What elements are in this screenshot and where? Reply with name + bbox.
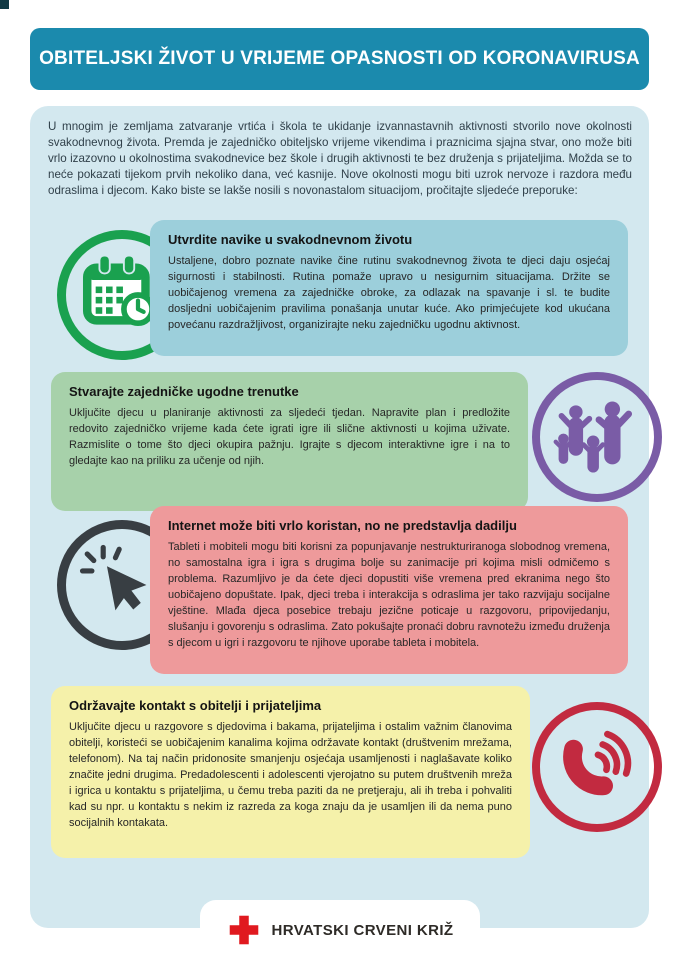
footer-card bbox=[200, 900, 480, 960]
section-body: Uključite djecu u razgovore s djedovima i bakama, prijateljima i ostalim važnim članovima obitelji, koristeći se uobičajenim kanalima kojima održavate kontakt (društvenim mrežama, telefonom). Na taj način pridonosite smanjenju osjećaja usamljenosti i naglašavate koliko značite jedni drugima. Predadolescenti i adolescenti vjerojatno su putem društvenih mreža i igrica u kontaktu s prijateljima, u čemu treba paziti da ne pretjeraju, ali ih treba i pohvaliti kad su npr. u kontaktu s nekim iz razreda za koga znaju da je usamljen ili da nema puno socijalnih kontakata. bbox=[69, 721, 512, 829]
moments-icon-circle bbox=[532, 372, 662, 502]
section-body: Ustaljene, dobro poznate navike čine rutinu svakodnevnog života te djeci daju osjećaj sigurnosti i stabilnosti. Rutina pomaže upravo u nesigurnim situacijama. Držite se uobičajenog vremena za zajedničke obroke, za odlazak na spavanje i sl. te budite dosljedni uobičajenim pravilima ponašanja unutar kuće. Ako primjećujete kod ukućana povećanu razdražljivost, organizirajte neku zajedničku ugodnu aktivnost. bbox=[168, 255, 610, 331]
section-internet bbox=[150, 506, 628, 674]
section-title: Utvrdite navike u svakodnevnom životu bbox=[168, 232, 413, 247]
section-title: Internet može biti vrlo koristan, no ne predstavlja dadilju bbox=[168, 518, 517, 533]
contact-icon-circle bbox=[532, 702, 662, 832]
page-title: OBITELJSKI ŽIVOT U VRIJEME OPASNOSTI OD KORONAVIRUSA bbox=[39, 48, 640, 69]
section-moments bbox=[51, 372, 528, 511]
section-title: Stvarajte zajedničke ugodne trenutke bbox=[69, 384, 299, 399]
title-banner bbox=[30, 28, 649, 90]
phone-call-icon bbox=[550, 720, 644, 814]
section-contact bbox=[51, 686, 530, 858]
section-title: Održavajte kontakt s obitelji i prijateljima bbox=[69, 698, 322, 713]
section-body: Tableti i mobiteli mogu biti korisni za popunjavanje nestrukturiranoga slobodnog vremena, no samostalna igra i igra s drugima bolje su zanimacije pri kojima misli odmičemo s problema. Razumljivo je da ćete djeci dopustiti više vremena pred ekranima nego što uobičajeno dopuštate. Ipak, djeci treba i interakcija s odraslima jer tako razvijaju socijalne vještine. Mlađa djeca posebice trebaju jezične poticaje u razgovoru, pripovijedanju, slušanju i govorenju s odraslima. Zato pokušajte pronaći dobru ravnotežu između druženja s djecom u igri i razgovoru te njihove uporabe tableta i mobitela. bbox=[168, 541, 610, 649]
corner-artifact bbox=[0, 0, 9, 9]
content-panel bbox=[30, 106, 649, 928]
org-name: HRVATSKI CRVENI KRIŽ bbox=[271, 921, 454, 939]
family-icon bbox=[549, 389, 645, 485]
red-cross-icon bbox=[227, 913, 261, 947]
intro-paragraph: U mnogim je zemljama zatvaranje vrtića i škola te ukidanje izvannastavnih aktivnosti stvorilo nove okolnosti svakodnevnog života. Premda je zajedničko obiteljsko vrijeme vikendima i praznicima sjajna stvar, ono može biti vrlo izazovno u okolnostima svakodnevice bez škole i drugih aktivnosti te bez druženja s prijateljima. Možda se to neće pokazati tijekom prvih nekoliko dana, već kasnije. Nove okolnosti mogu biti uzrok nervoze i razdora među odraslima i djecom. Kako biste se lakše nosili s novonastalom situacijom, pročitajte sljedeće preporuke: bbox=[48, 120, 632, 197]
section-body: Uključite djecu u planiranje aktivnosti za sljedeći tjedan. Napravite plan i predložite redovito zajedničko vrijeme kada ćete igrati igre ili slične aktivnosti u kojima uživate. Razmislite o tome što djeci okupira pažnju. Igrajte s djecom interaktivne igre i na to gledajte kao na priliku za učenje od njih. bbox=[69, 407, 510, 467]
section-routines bbox=[150, 220, 628, 356]
